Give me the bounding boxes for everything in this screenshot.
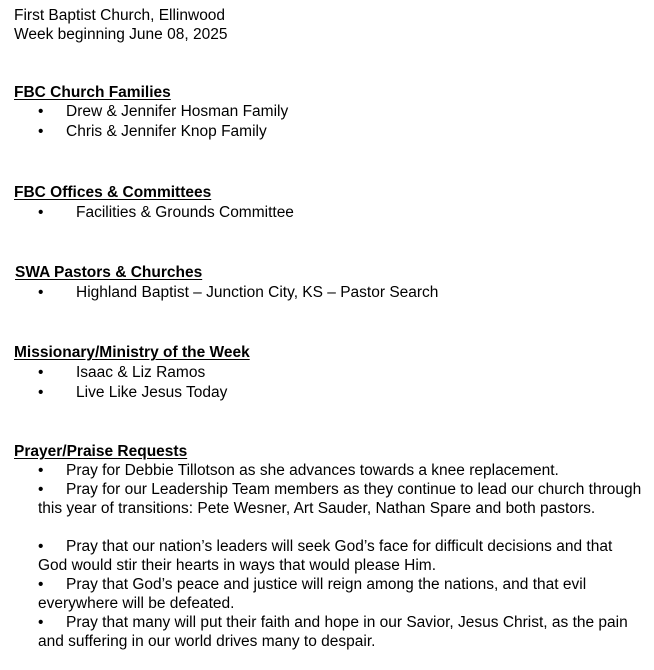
prayer-request-text: Pray for Debbie Tillotson as she advances towards a knee replacement.: [66, 462, 559, 479]
prayer-request-text: Pray that God’s peace and justice will reign among the nations, and that evil everywhere will be defeated.: [38, 576, 587, 612]
missionary-item: Isaac & Liz Ramos: [76, 364, 206, 381]
office-item: Facilities & Grounds Committee: [76, 204, 294, 221]
church-name: First Baptist Church, Ellinwood: [14, 7, 226, 24]
prayer-request-item: [38, 537, 644, 575]
section-heading-families: FBC Church Families: [14, 84, 171, 101]
swa-item: Highland Baptist – Junction City, KS – Pastor Search: [76, 284, 439, 301]
prayer-request-item: [38, 480, 644, 518]
week-label: Week beginning June 08, 2025: [14, 26, 228, 43]
bullet-icon: •: [38, 538, 44, 555]
bullet-icon: •: [38, 576, 44, 593]
bullet-icon: •: [38, 103, 44, 120]
section-heading-missionary: Missionary/Ministry of the Week: [14, 344, 250, 361]
bullet-icon: •: [38, 204, 44, 221]
family-item: Chris & Jennifer Knop Family: [66, 123, 267, 140]
prayer-request-item: [38, 461, 644, 480]
bullet-icon: •: [38, 384, 44, 401]
section-heading-offices: FBC Offices & Committees: [14, 184, 212, 201]
missionary-item: Live Like Jesus Today: [76, 384, 228, 401]
bullet-icon: •: [38, 614, 44, 631]
prayer-request-text: Pray that our nation’s leaders will seek God’s face for difficult decisions and that God would stir their hearts in ways that would please Him.: [38, 538, 613, 574]
bullet-icon: •: [38, 284, 44, 301]
bullet-icon: •: [38, 364, 44, 381]
section-heading-swa: SWA Pastors & Churches: [15, 264, 203, 281]
prayer-request-text: Pray that many will put their faith and hope in our Savior, Jesus Christ, as the pain and suffering in our world drives many to despair.: [38, 614, 628, 650]
bullet-icon: •: [38, 462, 44, 479]
prayer-request-item: [38, 613, 644, 651]
section-heading-prayer: Prayer/Praise Requests: [14, 443, 188, 460]
prayer-request-item: [38, 575, 644, 613]
bullet-icon: •: [38, 123, 44, 140]
family-item: Drew & Jennifer Hosman Family: [66, 103, 289, 120]
prayer-request-text: Pray for our Leadership Team members as they continue to lead our church through this year of transitions: Pete Wesner, Art Sauder, Nathan Spare and both pastors.: [38, 481, 642, 517]
bullet-icon: •: [38, 481, 44, 498]
